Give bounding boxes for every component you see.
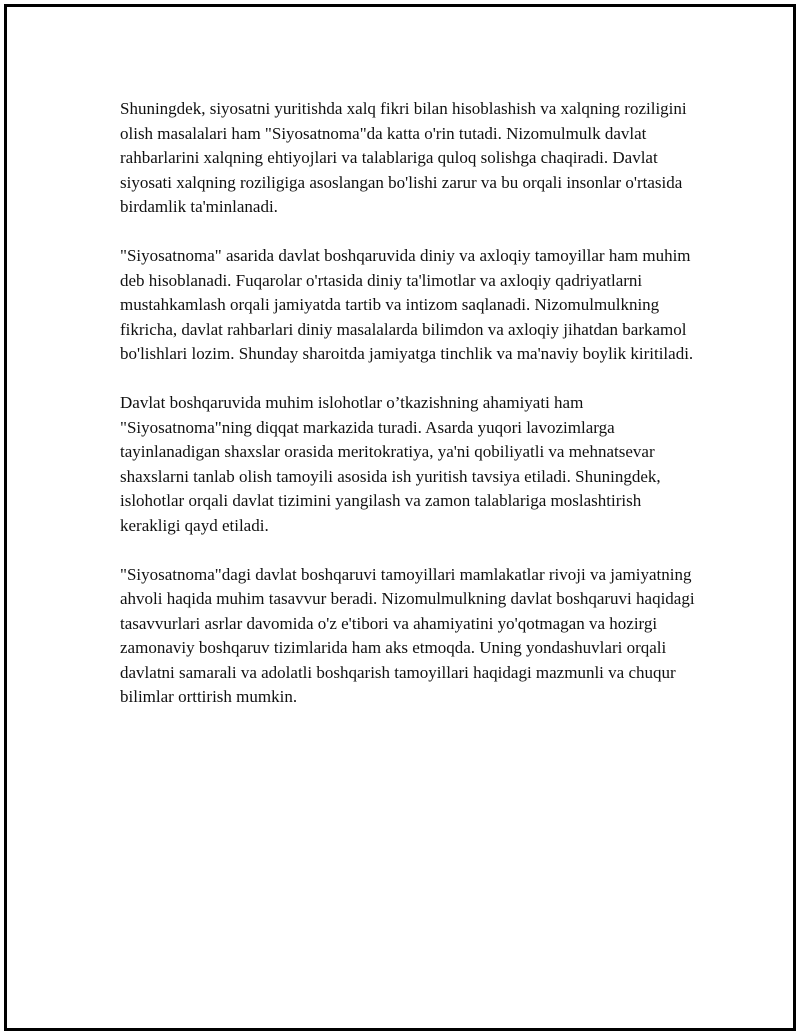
- paragraph-3: Davlat boshqaruvida muhim islohotlar o’tkazishning ahamiyati ham "Siyosatnoma"ning diqqat markazida turadi. Asarda yuqori lavozimlarga tayinlanadigan shaxslar orasida meritokratiya, ya'ni qobiliyatli va mehnatsevar shaxslarni tanlab olish tamoyili asosida ish yuritish tavsiya etiladi. Shuningdek, islohotlar orqali davlat tizimini yangilash va zamon talablariga moslashtirish kerakligi qayd etiladi.: [120, 393, 661, 535]
- document-body: [120, 97, 700, 734]
- paragraph-2: "Siyosatnoma" asarida davlat boshqaruvida diniy va axloqiy tamoyillar ham muhim deb hisoblanadi. Fuqarolar o'rtasida diniy ta'limotlar va axloqiy qadriyatlarni mustahkamlash orqali jamiyatda tartib va intizom saqlanadi. Nizomulmulkning fikricha, davlat rahbarlari diniy masalalarda bilimdon va axloqiy jihatdan barkamol bo'lishlari lozim. Shunday sharoitda jamiyatga tinchlik va ma'naviy boylik kiritiladi.: [120, 246, 694, 363]
- paragraph-4: "Siyosatnoma"dagi davlat boshqaruvi tamoyillari mamlakatlar rivoji va jamiyatning ahvoli haqida muhim tasavvur beradi. Nizomulmulkning davlat boshqaruvi haqidagi tasavvurlari asrlar davomida o'z e'tibori va ahamiyatini yo'qotmagan va hozirgi zamonaviy boshqaruv tizimlarida ham aks etmoqda. Uning yondashuvlari orqali davlatni samarali va adolatli boshqarish tamoyillari haqidagi mazmunli va chuqur bilimlar orttirish mumkin.: [120, 564, 695, 706]
- document-page: [4, 4, 796, 1031]
- paragraph-1: Shuningdek, siyosatni yuritishda xalq fikri bilan hisoblashish va xalqning roziligini olish masalalari ham "Siyosatnoma"da katta o'rin tutadi. Nizomulmulk davlat rahbarlarini xalqning ehtiyojlari va talablariga quloq solishga chaqiradi. Davlat siyosati xalqning roziligiga asoslangan bo'lishi zarur va bu orqali insonlar o'rtasida birdamlik ta'minlanadi.: [120, 99, 687, 216]
